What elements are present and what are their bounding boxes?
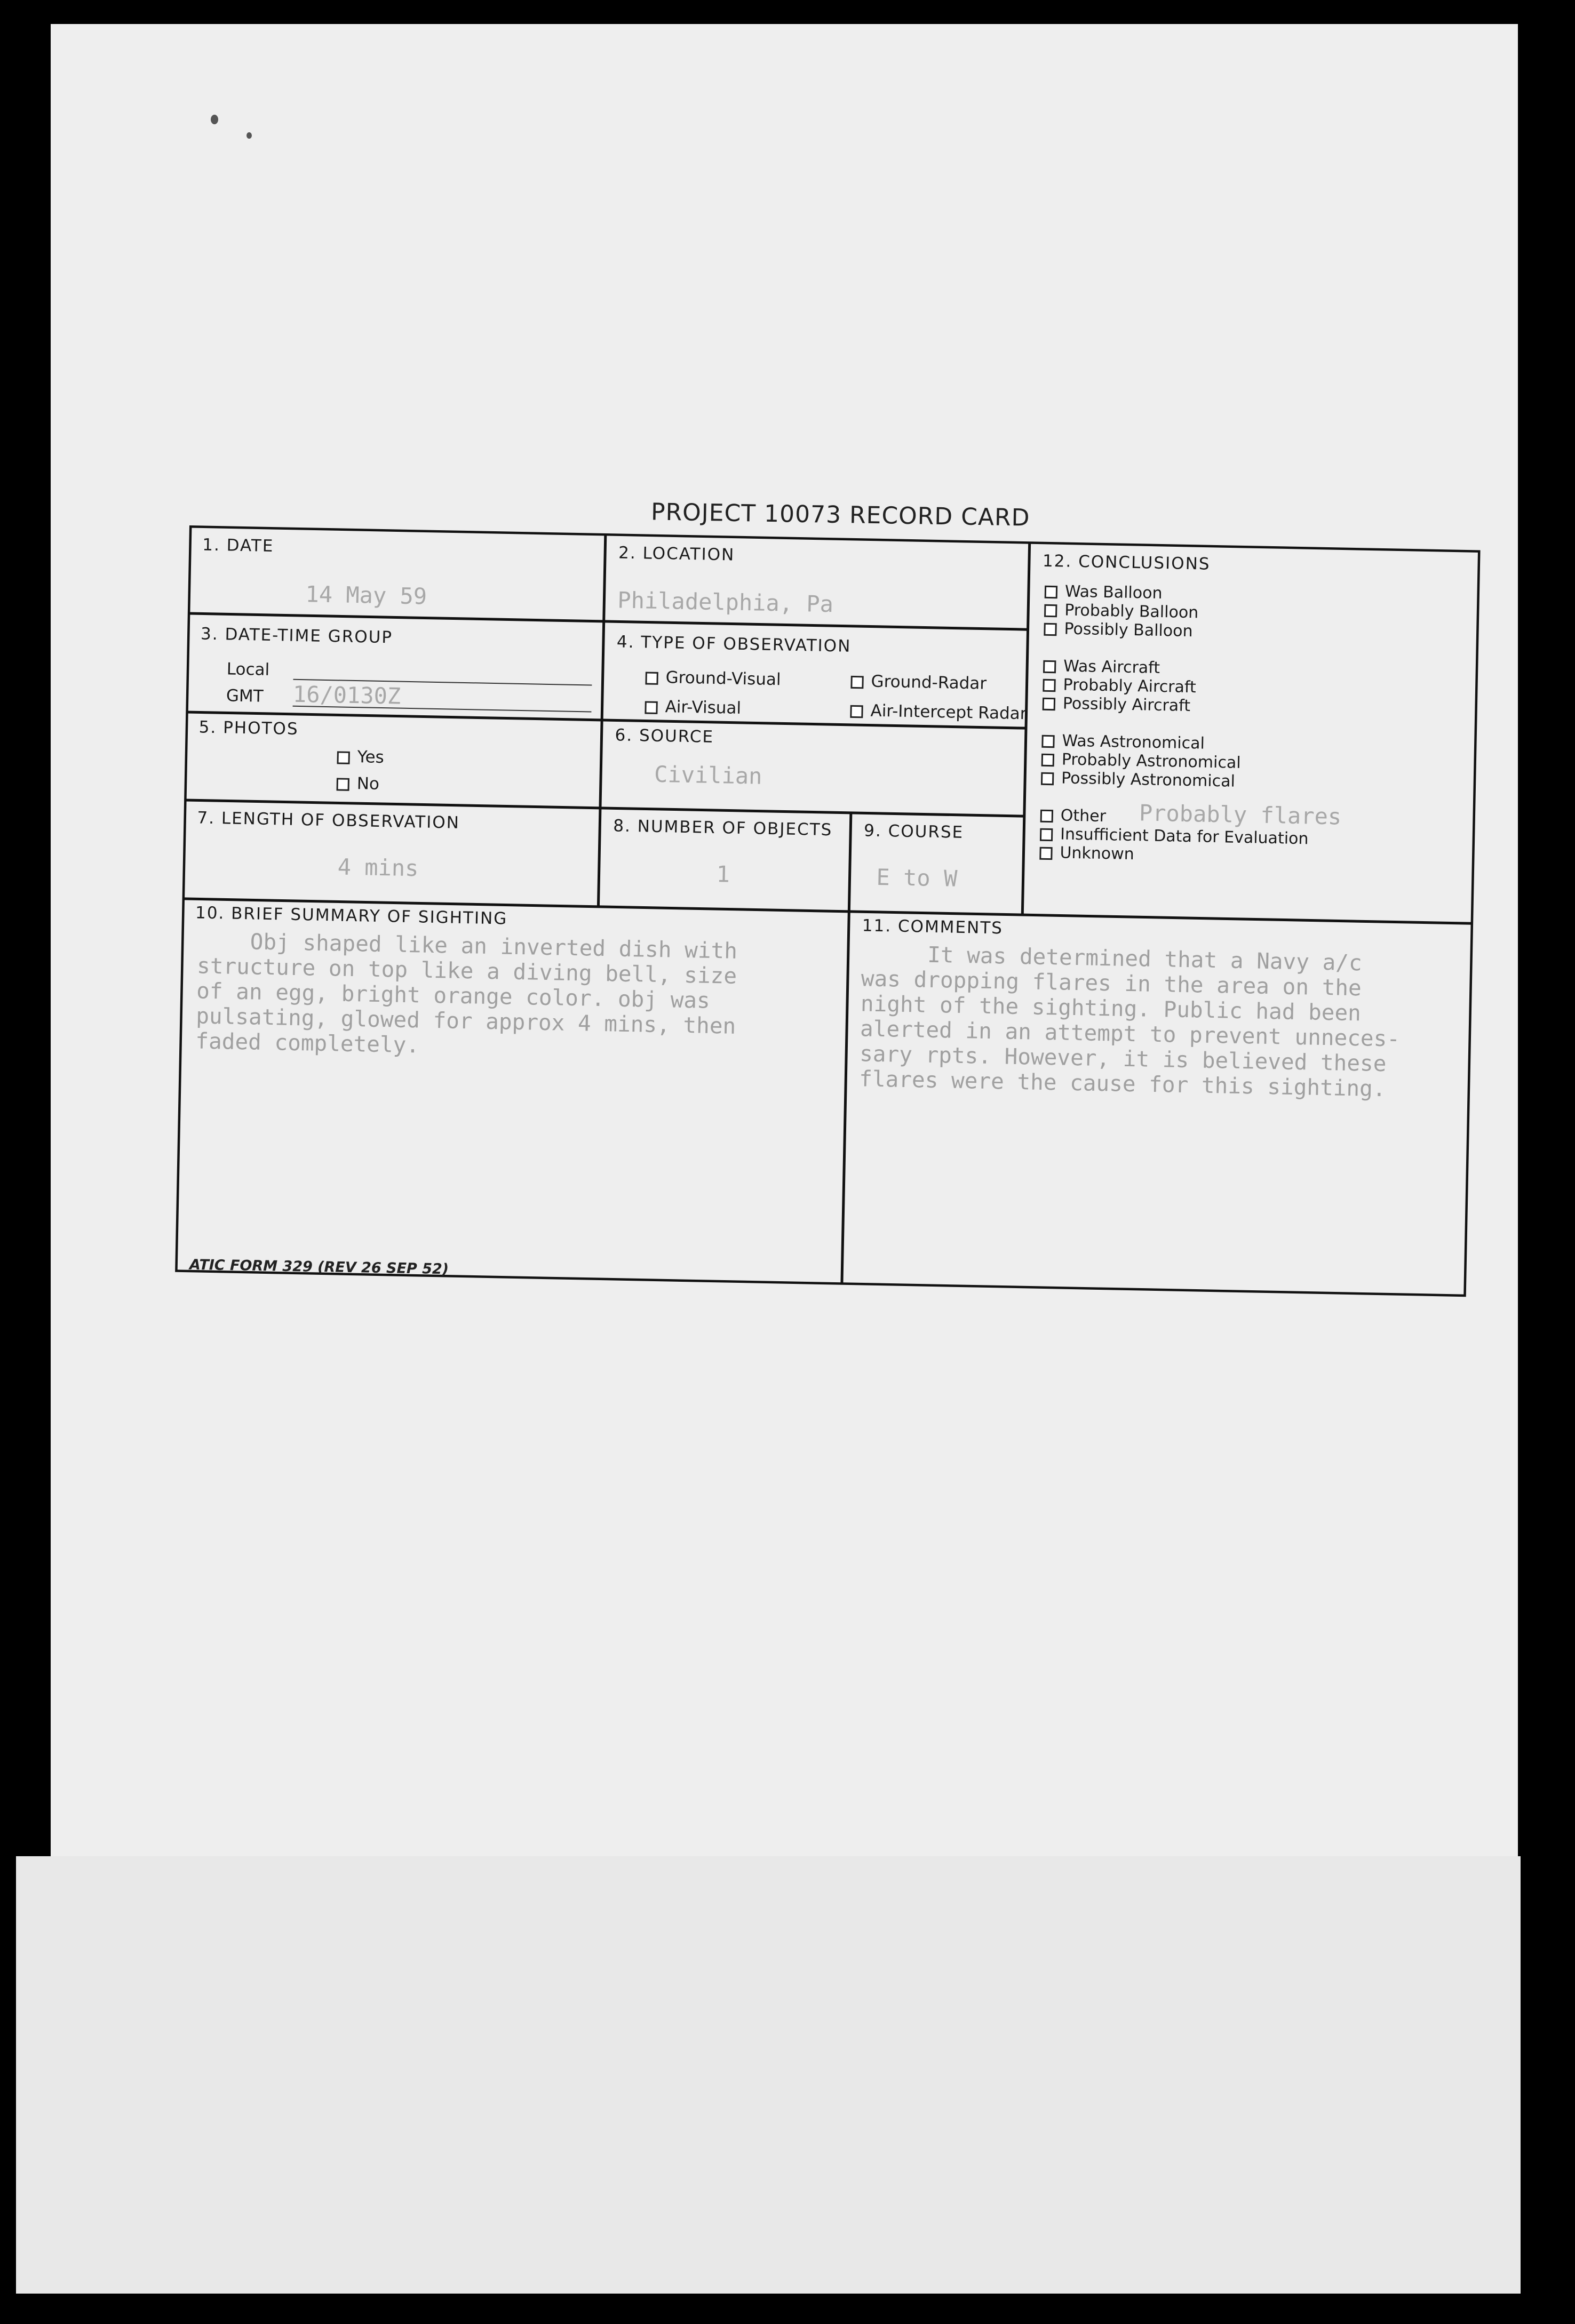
checkbox-icon	[337, 778, 349, 790]
course-label: 9. COURSE	[863, 821, 964, 842]
location-value: Philadelphia, Pa	[617, 587, 834, 618]
lower-page-area	[16, 1856, 1521, 2294]
form-number: ATIC FORM 329 (REV 26 SEP 52)	[189, 1256, 449, 1278]
checkbox-icon	[1041, 772, 1054, 785]
source-value: Civilian	[654, 761, 762, 789]
checkbox-icon	[645, 701, 657, 714]
possibly-astronomical-option[interactable]: Possibly Astronomical	[1041, 769, 1235, 791]
was-balloon-option[interactable]: Was Balloon	[1045, 582, 1163, 603]
checkbox-icon	[1045, 585, 1057, 598]
other-option[interactable]: Other	[1040, 806, 1107, 826]
objects-label: 8. NUMBER OF OBJECTS	[612, 816, 833, 840]
checkbox-icon	[1040, 809, 1053, 822]
objects-value: 1	[716, 861, 730, 888]
other-value: Probably flares	[1139, 800, 1342, 830]
card-title: PROJECT 10073 RECORD CARD	[650, 498, 1030, 532]
source-label: 6. SOURCE	[615, 725, 714, 747]
checkbox-icon	[1040, 828, 1053, 841]
photos-label: 5. PHOTOS	[198, 717, 299, 739]
obs-type-label: 4. TYPE OF OBSERVATION	[616, 632, 852, 656]
probably-astronomical-option[interactable]: Probably Astronomical	[1041, 750, 1241, 772]
checkbox-icon	[1041, 753, 1054, 766]
checkbox-icon	[1044, 622, 1056, 635]
possibly-balloon-option[interactable]: Possibly Balloon	[1044, 619, 1193, 641]
was-aircraft-option[interactable]: Was Aircraft	[1043, 657, 1160, 677]
air-intercept-radar-option[interactable]: Air-Intercept Radar	[850, 701, 1027, 723]
length-value: 4 mins	[337, 853, 419, 882]
checkbox-icon	[645, 672, 658, 684]
length-label: 7. LENGTH OF OBSERVATION	[197, 808, 460, 833]
location-label: 2. LOCATION	[618, 543, 735, 565]
probably-balloon-option[interactable]: Probably Balloon	[1044, 601, 1199, 622]
course-value: E to W	[876, 864, 958, 892]
insufficient-data-option[interactable]: Insufficient Data for Evaluation	[1040, 825, 1309, 849]
checkbox-icon	[1043, 660, 1056, 673]
photos-no-option[interactable]: No	[336, 773, 379, 794]
local-label: Local	[226, 659, 270, 680]
gmt-value: 16/0130Z	[292, 681, 401, 709]
unknown-option[interactable]: Unknown	[1039, 843, 1134, 864]
record-card	[175, 525, 1480, 1297]
dust-speck	[246, 132, 252, 139]
checkbox-icon	[850, 675, 863, 688]
ground-radar-option[interactable]: Ground-Radar	[850, 672, 987, 693]
dust-speck	[211, 115, 218, 124]
date-label: 1. DATE	[202, 535, 274, 556]
checkbox-icon	[337, 751, 349, 764]
checkbox-icon	[1039, 846, 1052, 859]
checkbox-icon	[1041, 734, 1054, 747]
checkbox-icon	[1043, 697, 1055, 710]
checkbox-icon	[1044, 604, 1057, 617]
comments-label: 11. COMMENTS	[862, 916, 1004, 938]
comments-text: It was determined that a Navy a/c was dropping flares in the area on the night of the sighting. Public had been alerted in an attempt to prevent unneces- sary rpts. However, it is believed these flares were the cause for this sighting.	[858, 940, 1401, 1102]
checkbox-icon	[1043, 678, 1055, 691]
dtg-label: 3. DATE-TIME GROUP	[200, 624, 393, 648]
conclusions-label: 12. CONCLUSIONS	[1042, 551, 1211, 574]
probably-aircraft-option[interactable]: Probably Aircraft	[1043, 675, 1196, 697]
summary-label: 10. BRIEF SUMMARY OF SIGHTING	[195, 903, 508, 929]
date-value: 14 May 59	[305, 581, 427, 610]
gmt-label: GMT	[226, 686, 264, 706]
ground-visual-option[interactable]: Ground-Visual	[645, 667, 781, 689]
summary-text: Obj shaped like an inverted dish with structure on top like a diving bell, size of an egg, bright orange color. obj was pulsating, glowed for approx 4 mins, then faded completely.	[195, 928, 738, 1058]
was-astronomical-option[interactable]: Was Astronomical	[1041, 731, 1205, 753]
checkbox-icon	[850, 705, 863, 717]
possibly-aircraft-option[interactable]: Possibly Aircraft	[1043, 694, 1191, 715]
photos-yes-option[interactable]: Yes	[337, 747, 384, 767]
air-visual-option[interactable]: Air-Visual	[645, 697, 741, 717]
